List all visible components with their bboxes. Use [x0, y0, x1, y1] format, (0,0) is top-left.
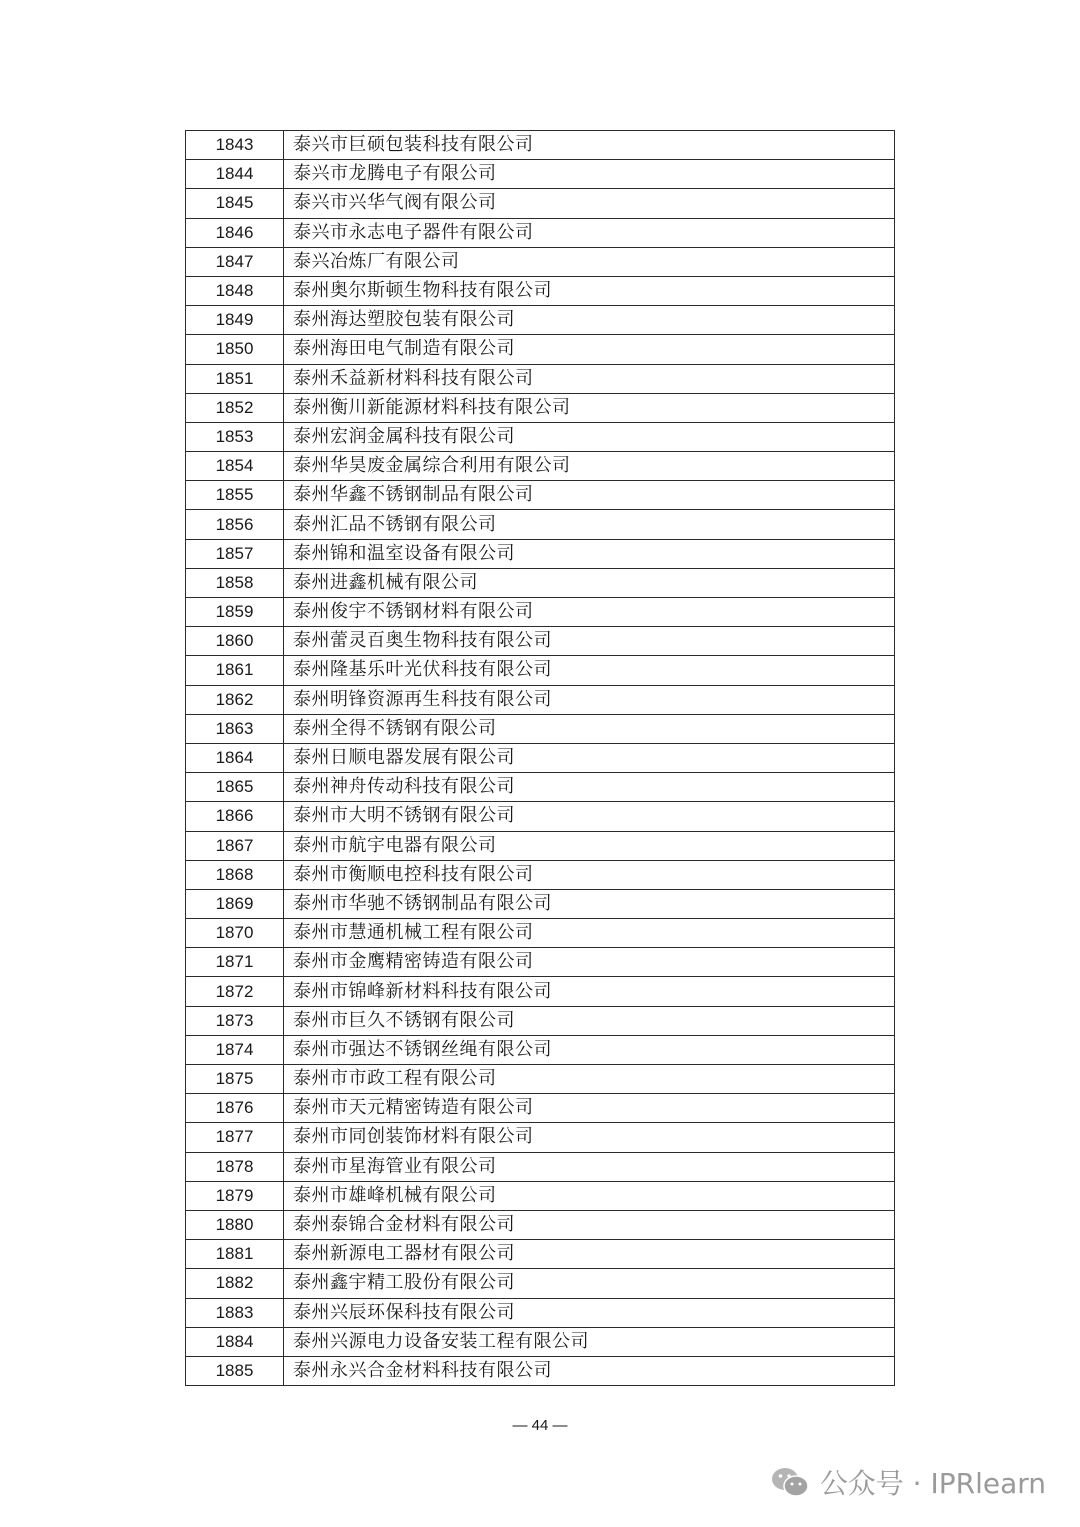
row-number: 1845	[186, 189, 284, 218]
table-body	[186, 131, 895, 1386]
table-row	[186, 1094, 895, 1123]
row-number: 1870	[186, 919, 284, 948]
watermark-text: 公众号 · IPRlearn	[819, 1467, 1046, 1500]
table-row	[186, 656, 895, 685]
table-row	[186, 1240, 895, 1269]
row-number: 1869	[186, 889, 284, 918]
table-row	[186, 1123, 895, 1152]
company-name: 泰州市锦峰新材料科技有限公司	[284, 977, 895, 1006]
row-number: 1885	[186, 1356, 284, 1385]
table-row	[186, 160, 895, 189]
company-name: 泰州市慧通机械工程有限公司	[284, 919, 895, 948]
company-name: 泰州全得不锈钢有限公司	[284, 714, 895, 743]
row-number: 1875	[186, 1065, 284, 1094]
row-number: 1844	[186, 160, 284, 189]
row-number: 1868	[186, 860, 284, 889]
row-number: 1877	[186, 1123, 284, 1152]
company-name: 泰州锦和温室设备有限公司	[284, 539, 895, 568]
row-number: 1867	[186, 831, 284, 860]
table-row	[186, 627, 895, 656]
company-name: 泰州市航宇电器有限公司	[284, 831, 895, 860]
table-row	[186, 1035, 895, 1064]
table-row	[186, 218, 895, 247]
table-row	[186, 948, 895, 977]
table-row	[186, 393, 895, 422]
row-number: 1851	[186, 364, 284, 393]
row-number: 1849	[186, 306, 284, 335]
company-name: 泰州海田电气制造有限公司	[284, 335, 895, 364]
row-number: 1882	[186, 1269, 284, 1298]
row-number: 1857	[186, 539, 284, 568]
company-name: 泰州市天元精密铸造有限公司	[284, 1094, 895, 1123]
table-row	[186, 831, 895, 860]
row-number: 1847	[186, 247, 284, 276]
company-name: 泰州市巨久不锈钢有限公司	[284, 1006, 895, 1035]
company-name: 泰州奥尔斯顿生物科技有限公司	[284, 276, 895, 305]
company-name: 泰州市大明不锈钢有限公司	[284, 802, 895, 831]
company-name: 泰州兴源电力设备安装工程有限公司	[284, 1327, 895, 1356]
company-name: 泰州俊宇不锈钢材料有限公司	[284, 598, 895, 627]
table-row	[186, 1298, 895, 1327]
company-name: 泰州鑫宇精工股份有限公司	[284, 1269, 895, 1298]
company-name: 泰州隆基乐叶光伏科技有限公司	[284, 656, 895, 685]
table-row	[186, 1327, 895, 1356]
table-row	[186, 452, 895, 481]
table-row	[186, 1356, 895, 1385]
company-name: 泰州神舟传动科技有限公司	[284, 773, 895, 802]
table-row	[186, 568, 895, 597]
row-number: 1855	[186, 481, 284, 510]
table-row	[186, 247, 895, 276]
table-row	[186, 1210, 895, 1239]
company-name: 泰州市雄峰机械有限公司	[284, 1181, 895, 1210]
table-row	[186, 510, 895, 539]
table-row	[186, 1152, 895, 1181]
row-number: 1854	[186, 452, 284, 481]
row-number: 1861	[186, 656, 284, 685]
table-row	[186, 306, 895, 335]
company-name: 泰州华鑫不锈钢制品有限公司	[284, 481, 895, 510]
row-number: 1879	[186, 1181, 284, 1210]
row-number: 1853	[186, 422, 284, 451]
row-number: 1878	[186, 1152, 284, 1181]
company-name: 泰州市同创装饰材料有限公司	[284, 1123, 895, 1152]
company-name: 泰州海达塑胶包装有限公司	[284, 306, 895, 335]
row-number: 1876	[186, 1094, 284, 1123]
row-number: 1881	[186, 1240, 284, 1269]
row-number: 1850	[186, 335, 284, 364]
row-number: 1880	[186, 1210, 284, 1239]
table-row	[186, 364, 895, 393]
table-row	[186, 131, 895, 160]
row-number: 1883	[186, 1298, 284, 1327]
table-row	[186, 1006, 895, 1035]
company-name: 泰州日顺电器发展有限公司	[284, 743, 895, 772]
row-number: 1884	[186, 1327, 284, 1356]
row-number: 1871	[186, 948, 284, 977]
table-row	[186, 685, 895, 714]
company-name: 泰兴冶炼厂有限公司	[284, 247, 895, 276]
company-name: 泰州市华驰不锈钢制品有限公司	[284, 889, 895, 918]
table-row	[186, 889, 895, 918]
company-name: 泰州市市政工程有限公司	[284, 1065, 895, 1094]
table-row	[186, 335, 895, 364]
company-name: 泰州兴辰环保科技有限公司	[284, 1298, 895, 1327]
row-number: 1843	[186, 131, 284, 160]
table-row	[186, 189, 895, 218]
row-number: 1872	[186, 977, 284, 1006]
company-name: 泰州市强达不锈钢丝绳有限公司	[284, 1035, 895, 1064]
company-name: 泰州汇品不锈钢有限公司	[284, 510, 895, 539]
company-name: 泰州华昊废金属综合利用有限公司	[284, 452, 895, 481]
table-row	[186, 1269, 895, 1298]
company-name: 泰兴市永志电子器件有限公司	[284, 218, 895, 247]
row-number: 1856	[186, 510, 284, 539]
wechat-icon	[770, 1465, 810, 1499]
row-number: 1865	[186, 773, 284, 802]
company-name: 泰州禾益新材料科技有限公司	[284, 364, 895, 393]
company-name: 泰州市衡顺电控科技有限公司	[284, 860, 895, 889]
row-number: 1863	[186, 714, 284, 743]
row-number: 1873	[186, 1006, 284, 1035]
table-row	[186, 714, 895, 743]
table-row	[186, 276, 895, 305]
row-number: 1860	[186, 627, 284, 656]
table-row	[186, 802, 895, 831]
watermark	[770, 1462, 1046, 1502]
company-name: 泰州明锋资源再生科技有限公司	[284, 685, 895, 714]
company-name: 泰州新源电工器材有限公司	[284, 1240, 895, 1269]
company-name: 泰州蕾灵百奥生物科技有限公司	[284, 627, 895, 656]
table-row	[186, 860, 895, 889]
row-number: 1866	[186, 802, 284, 831]
row-number: 1858	[186, 568, 284, 597]
row-number: 1874	[186, 1035, 284, 1064]
row-number: 1862	[186, 685, 284, 714]
table-row	[186, 743, 895, 772]
company-name: 泰州宏润金属科技有限公司	[284, 422, 895, 451]
table-row	[186, 481, 895, 510]
table-row	[186, 773, 895, 802]
page-number: — 44 —	[512, 1417, 568, 1434]
company-list-table	[185, 130, 895, 1386]
row-number: 1848	[186, 276, 284, 305]
row-number: 1846	[186, 218, 284, 247]
row-number: 1852	[186, 393, 284, 422]
row-number: 1859	[186, 598, 284, 627]
company-name: 泰州市星海管业有限公司	[284, 1152, 895, 1181]
company-name: 泰兴市巨硕包装科技有限公司	[284, 131, 895, 160]
company-name: 泰州泰锦合金材料有限公司	[284, 1210, 895, 1239]
table-row	[186, 1065, 895, 1094]
company-name: 泰兴市兴华气阀有限公司	[284, 189, 895, 218]
table-row	[186, 1181, 895, 1210]
table-row	[186, 598, 895, 627]
table-row	[186, 919, 895, 948]
row-number: 1864	[186, 743, 284, 772]
company-name: 泰州进鑫机械有限公司	[284, 568, 895, 597]
company-name: 泰州市金鹰精密铸造有限公司	[284, 948, 895, 977]
table-row	[186, 977, 895, 1006]
company-name: 泰兴市龙腾电子有限公司	[284, 160, 895, 189]
company-name: 泰州衡川新能源材料科技有限公司	[284, 393, 895, 422]
table-row	[186, 539, 895, 568]
table-row	[186, 422, 895, 451]
company-name: 泰州永兴合金材料科技有限公司	[284, 1356, 895, 1385]
